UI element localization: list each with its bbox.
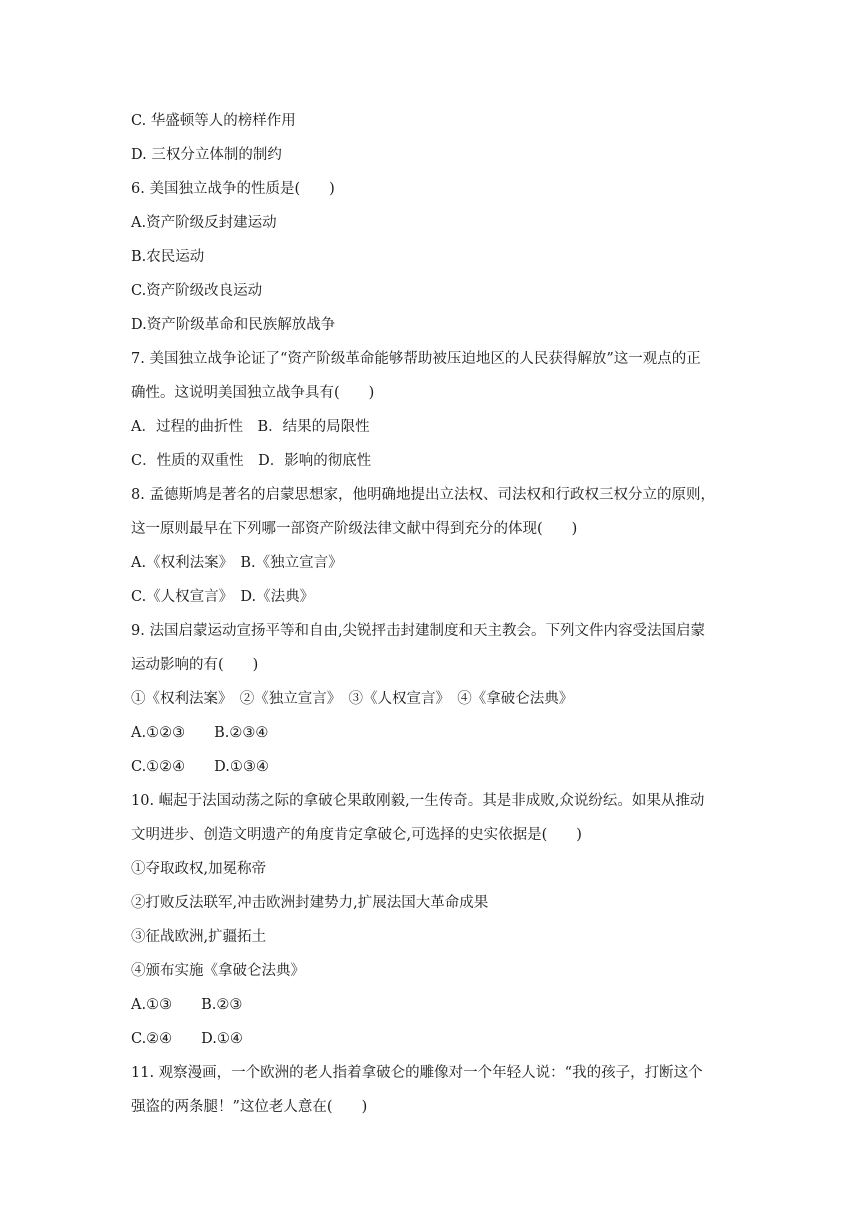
text-line: A.①③ B.②③	[131, 997, 243, 1013]
text-line: 运动影响的有( )	[131, 657, 259, 673]
text-line: C.①②④ D.①③④	[131, 759, 269, 775]
question-8-stem: 8. 孟德斯鸠是著名的启蒙思想家，他明确地提出立法权、司法权和行政权三权分立的原则，	[131, 487, 715, 503]
text-line: B.农民运动	[131, 249, 205, 265]
text-line: C．性质的双重性 D．影响的彻底性	[131, 453, 372, 469]
question-11-stem: 11. 观察漫画，一个欧洲的老人指着拿破仑的雕像对一个年轻人说：“我的孩子，打断这个	[131, 1065, 703, 1081]
text-line: A.《权利法案》 B.《独立宣言》	[131, 555, 343, 571]
text-line: C. 华盛顿等人的榜样作用	[131, 113, 296, 129]
question-7-stem: 7. 美国独立战争论证了“资产阶级革命能够帮助被压迫地区的人民获得解放”这一观点的正	[131, 351, 701, 367]
text-line: 文明进步、创造文明遗产的角度肯定拿破仑,可选择的史实依据是( )	[131, 827, 582, 843]
question-10-stem: 10. 崛起于法国动荡之际的拿破仑果敢刚毅,一生传奇。其是非成败,众说纷纭。如果从推动	[131, 793, 705, 809]
text-line: ①夺取政权,加冕称帝	[131, 861, 267, 877]
text-line: D. 三权分立体制的制约	[131, 147, 282, 163]
question-text	[131, 108, 741, 1128]
text-line: A.①②③ B.②③④	[131, 725, 269, 741]
question-6-stem: 6. 美国独立战争的性质是( )	[131, 181, 335, 197]
text-line: ③征战欧洲,扩疆拓土	[131, 929, 267, 945]
text-line: D.资产阶级革命和民族解放战争	[131, 317, 336, 333]
text-line: 这一原则最早在下列哪一部资产阶级法律文献中得到充分的体现( )	[131, 521, 578, 537]
text-line: ②打败反法联军,冲击欧洲封建势力,扩展法国大革命成果	[131, 895, 489, 911]
text-line: A.资产阶级反封建运动	[131, 215, 277, 231]
text-line: C.资产阶级改良运动	[131, 283, 263, 299]
text-line: A．过程的曲折性 B．结果的局限性	[131, 419, 370, 435]
text-line: ④颁布实施《拿破仑法典》	[131, 963, 305, 979]
text-line: C.《人权宣言》 D.《法典》	[131, 589, 315, 605]
text-line: ①《权利法案》 ②《独立宣言》 ③《人权宣言》 ④《拿破仑法典》	[131, 691, 574, 707]
question-9-stem: 9. 法国启蒙运动宣扬平等和自由,尖锐抨击封建制度和天主教会。下列文件内容受法国启蒙	[131, 623, 706, 639]
text-line: C.②④ D.①④	[131, 1031, 243, 1047]
text-line: 确性。这说明美国独立战争具有( )	[131, 385, 375, 401]
text-line: 强盗的两条腿！”这位老人意在( )	[131, 1099, 368, 1115]
